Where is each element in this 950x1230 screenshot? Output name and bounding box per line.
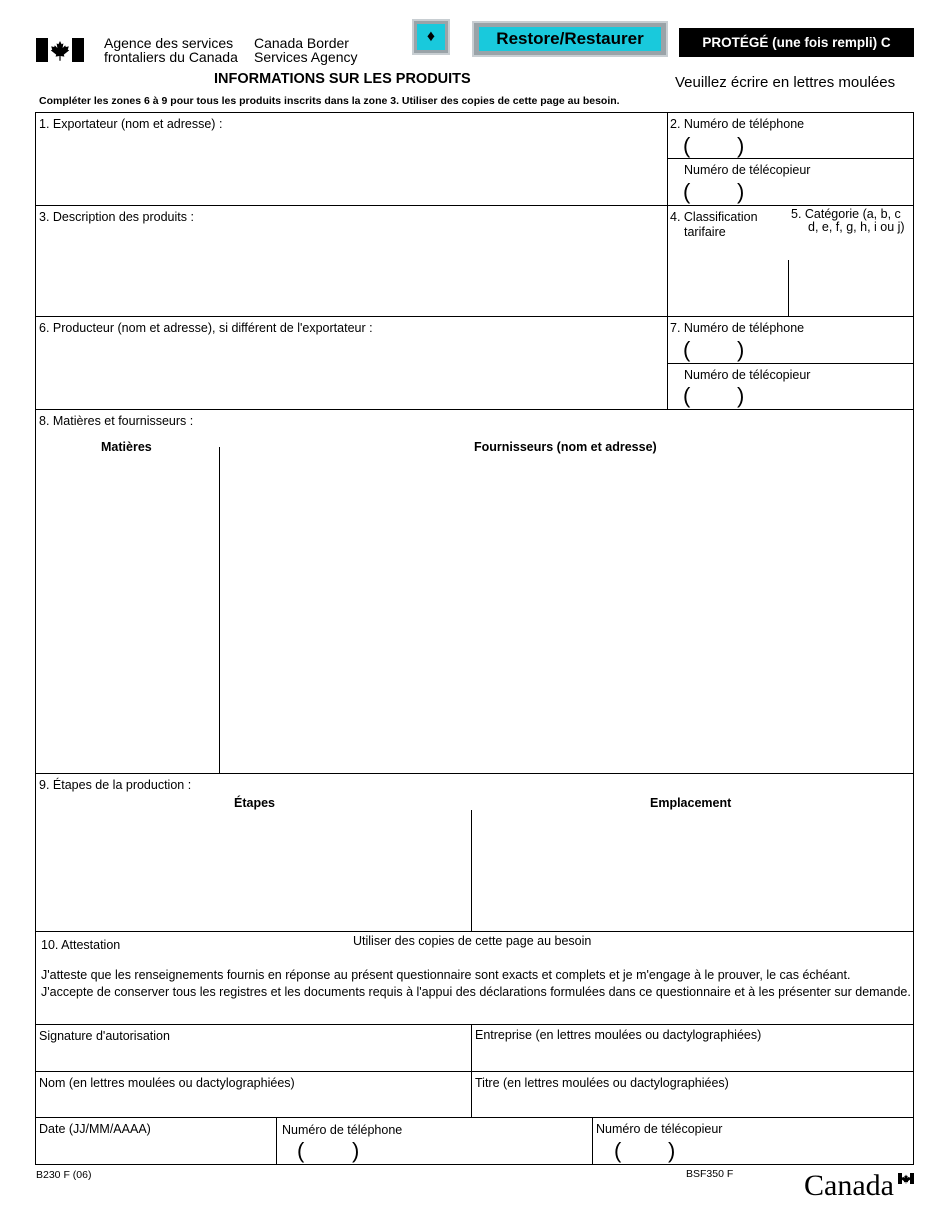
field-5-label-line2: d, e, f, g, h, i ou j) xyxy=(808,220,905,234)
signature-label: Signature d'autorisation xyxy=(39,1029,170,1043)
suppliers-column-header: Fournisseurs (nom et adresse) xyxy=(474,440,657,454)
field-10-label: 10. Attestation xyxy=(41,938,121,952)
canada-flag-icon xyxy=(36,38,84,62)
wordmark-flag-icon xyxy=(898,1173,914,1184)
date-input[interactable] xyxy=(37,1139,274,1163)
attestation-text-2: J'accepte de conserver tous les registres et les documents requis à l'appui des déclarations formulées dans ce questionnaire et à les présenter sur demande. xyxy=(41,985,911,999)
field-4-label-line2: tarifaire xyxy=(684,225,726,239)
form-title: INFORMATIONS SUR LES PRODUITS xyxy=(214,71,471,87)
field-7-fax-label: Numéro de télécopieur xyxy=(684,368,811,382)
stages-column-header: Étapes xyxy=(234,796,275,810)
canada-wordmark: Canada xyxy=(804,1169,894,1202)
production-stages-input[interactable] xyxy=(37,814,469,930)
materials-column-header: Matières xyxy=(101,440,152,454)
field-2-fax-label: Numéro de télécopieur xyxy=(684,163,811,177)
location-column-header: Emplacement xyxy=(650,796,732,810)
instruction-text: Compléter les zones 6 à 9 pour tous les produits inscrits dans la zone 3. Utiliser des copies de cette page au besoin. xyxy=(39,95,620,107)
signature-input[interactable] xyxy=(37,1046,469,1070)
restore-button-label: Restore/Restaurer xyxy=(479,27,661,51)
field-4-label-line1: 4. Classification xyxy=(670,210,758,224)
name-label: Nom (en lettres moulées ou dactylographiées) xyxy=(39,1076,295,1090)
signatory-phone-input[interactable] xyxy=(279,1139,590,1163)
field-8-label: 8. Matières et fournisseurs : xyxy=(39,414,194,428)
date-label: Date (JJ/MM/AAAA) xyxy=(39,1122,151,1136)
field-1-label: 1. Exportateur (nom et adresse) : xyxy=(39,117,223,131)
producer-input[interactable] xyxy=(37,338,665,408)
field-3-label: 3. Description des produits : xyxy=(39,210,194,224)
exporter-input[interactable] xyxy=(37,134,665,204)
producer-fax-input[interactable] xyxy=(669,384,912,408)
product-description-input[interactable] xyxy=(37,228,665,314)
company-label: Entreprise (en lettres moulées ou dactylographiées) xyxy=(475,1028,762,1042)
restore-button[interactable] xyxy=(472,21,668,57)
agency-name-en-line1: Canada Border xyxy=(254,35,349,51)
print-instruction: Veuillez écrire en lettres moulées xyxy=(675,74,896,91)
category-input[interactable] xyxy=(790,242,912,314)
title-label: Titre (en lettres moulées ou dactylographiées) xyxy=(475,1076,729,1090)
field-9-label: 9. Étapes de la production : xyxy=(39,778,192,792)
agency-name-fr-line2: frontaliers du Canada xyxy=(104,49,238,65)
phone-label: Numéro de téléphone xyxy=(282,1123,403,1137)
field-2-phone-label: 2. Numéro de téléphone xyxy=(670,117,805,131)
agency-name-fr-line1: Agence des services xyxy=(104,35,234,51)
bsf-number: BSF350 F xyxy=(686,1168,734,1180)
signatory-fax-input[interactable] xyxy=(595,1139,912,1163)
title-input[interactable] xyxy=(474,1093,912,1117)
fax-label: Numéro de télécopieur xyxy=(596,1122,723,1136)
copies-note: Utiliser des copies de cette page au besoin xyxy=(353,934,592,948)
materials-input[interactable] xyxy=(37,458,217,770)
field-5-label-line1: 5. Catégorie (a, b, c xyxy=(791,207,901,221)
form-number: B230 F (06) xyxy=(36,1169,92,1181)
exporter-phone-input[interactable] xyxy=(669,134,912,158)
exporter-fax-input[interactable] xyxy=(669,180,912,204)
field-7-phone-label: 7. Numéro de téléphone xyxy=(670,321,805,335)
navigation-button[interactable] xyxy=(412,19,450,55)
suppliers-input[interactable] xyxy=(222,458,912,770)
company-input[interactable] xyxy=(474,1046,912,1070)
name-input[interactable] xyxy=(37,1093,469,1117)
diamond-icon: ♦ xyxy=(426,28,436,45)
agency-name-en-line2: Services Agency xyxy=(254,49,358,65)
production-location-input[interactable] xyxy=(474,814,912,930)
producer-phone-input[interactable] xyxy=(669,338,912,362)
tariff-classification-input[interactable] xyxy=(669,242,786,314)
field-6-label: 6. Producteur (nom et adresse), si différent de l'exportateur : xyxy=(39,321,373,335)
protected-badge: PROTÉGÉ (une fois rempli) C xyxy=(679,28,914,57)
attestation-text-1: J'atteste que les renseignements fournis en réponse au présent questionnaire sont exacts et complets et je m'engage à le prouver, le cas échéant. xyxy=(41,968,851,982)
